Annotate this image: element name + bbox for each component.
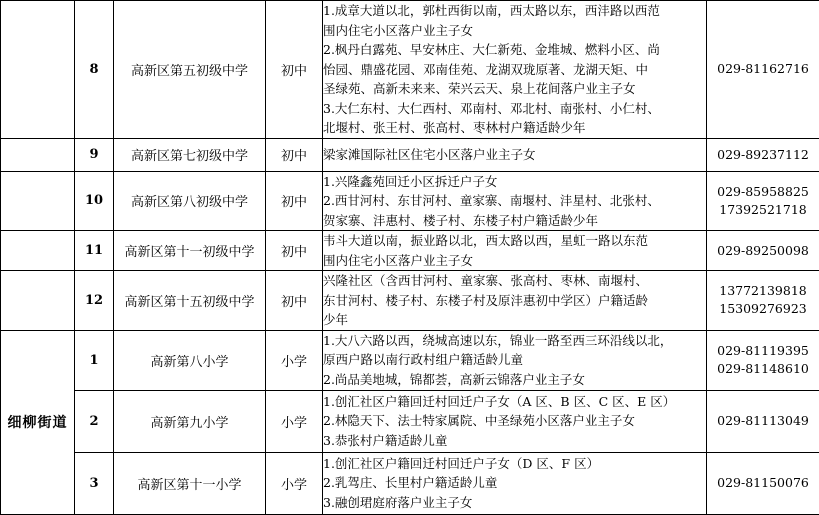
phone-number: 029-81113049	[707, 412, 819, 430]
enrollment-scope-cell	[323, 390, 707, 452]
number-cell: 10	[75, 171, 114, 231]
scope-line: 2.林隐天下、法士特家属院、中圣绿苑小区落户业主子女	[323, 411, 706, 431]
district-cell	[1, 171, 75, 231]
table-row	[1, 390, 819, 452]
scope-line: 圣绿苑、高新未来来、荣兴云天、泉上花间落户业主子女	[323, 79, 706, 99]
enrollment-scope-cell	[323, 138, 707, 171]
scope-line: 2.尚品美地城，锦都荟，高新云锦落户业主子女	[323, 370, 706, 390]
school-stage-cell: 初中	[266, 171, 323, 231]
enrollment-scope-cell	[323, 330, 707, 390]
phone-number: 029-81148610	[707, 360, 819, 378]
scope-line: 围内住宅小区落户业主子女	[323, 21, 706, 41]
phone-number: 15309276923	[707, 300, 819, 318]
phone-number: 029-81150076	[707, 474, 819, 492]
phone-cell	[707, 1, 819, 139]
scope-line: 1.成章大道以北，郭杜西街以南，西太路以东，西沣路以西范	[323, 1, 706, 21]
scope-line: 1.大八六路以西，绕城高速以东，锦业一路至西三环沿线以北，	[323, 331, 706, 351]
enrollment-scope-cell	[323, 231, 707, 271]
phone-number: 029-85958825	[707, 183, 819, 201]
scope-line: 1.创汇社区户籍回迁村回迁户子女（A 区、B 区、C 区、E 区）	[323, 392, 706, 412]
scope-line: 3.融创珺庭府落户业主子女	[323, 493, 706, 513]
scope-line: 贺家寨、沣惠村、楼子村、东楼子村户籍适龄少年	[323, 211, 706, 231]
scope-line: 2.乳驾庄、长里村户籍适龄儿童	[323, 473, 706, 493]
district-cell	[1, 138, 75, 171]
phone-cell	[707, 390, 819, 452]
school-stage-cell: 初中	[266, 231, 323, 271]
table-row	[1, 171, 819, 231]
table-row	[1, 330, 819, 390]
school-name-cell: 高新区第十五初级中学	[114, 271, 266, 331]
scope-line: 1.创汇社区户籍回迁村回迁户子女（D 区、F 区）	[323, 454, 706, 474]
table-row	[1, 231, 819, 271]
phone-number: 13772139818	[707, 282, 819, 300]
school-stage-cell: 初中	[266, 1, 323, 139]
phone-cell	[707, 138, 819, 171]
phone-number: 17392521718	[707, 201, 819, 219]
enrollment-scope-cell	[323, 452, 707, 514]
scope-line: 东甘河村、楼子村、东楼子村及原沣惠初中学区）户籍适龄	[323, 291, 706, 311]
phone-cell	[707, 330, 819, 390]
number-cell: 2	[75, 390, 114, 452]
scope-line: 3.大仁东村、大仁西村、邓南村、邓北村、南张村、小仁村、	[323, 99, 706, 119]
school-name-cell: 高新区第八初级中学	[114, 171, 266, 231]
school-stage-cell: 初中	[266, 138, 323, 171]
phone-number: 029-81162716	[707, 60, 819, 78]
school-name-cell: 高新区第七初级中学	[114, 138, 266, 171]
table-row	[1, 138, 819, 171]
school-name-cell: 高新第九小学	[114, 390, 266, 452]
scope-line: 兴隆社区（含西甘河村、童家寨、张高村、枣林、南堰村、	[323, 271, 706, 291]
number-cell: 3	[75, 452, 114, 514]
phone-number: 029-89237112	[707, 146, 819, 164]
enrollment-scope-cell	[323, 171, 707, 231]
number-cell: 12	[75, 271, 114, 331]
school-stage-cell: 初中	[266, 271, 323, 331]
number-cell: 11	[75, 231, 114, 271]
scope-line: 1.兴隆鑫苑回迁小区拆迁户子女	[323, 172, 706, 192]
scope-line: 梁家滩国际社区住宅小区落户业主子女	[323, 145, 706, 165]
phone-cell	[707, 271, 819, 331]
school-stage-cell: 小学	[266, 390, 323, 452]
district-cell	[1, 271, 75, 331]
scope-line: 2.枫丹白露苑、早安林庄、大仁新苑、金堆城、燃料小区、尚	[323, 40, 706, 60]
number-cell: 9	[75, 138, 114, 171]
table-row	[1, 271, 819, 331]
scope-line: 怡园、鼎盛花园、邓南佳苑、龙湖双珑原著、龙湖天矩、中	[323, 60, 706, 80]
number-cell: 1	[75, 330, 114, 390]
phone-cell	[707, 171, 819, 231]
scope-line: 原西户路以南行政村组户籍适龄儿童	[323, 350, 706, 370]
school-stage-cell: 小学	[266, 452, 323, 514]
phone-cell	[707, 231, 819, 271]
scope-line: 围内住宅小区落户业主子女	[323, 251, 706, 271]
phone-number: 029-81119395	[707, 342, 819, 360]
table-row	[1, 1, 819, 139]
number-cell: 8	[75, 1, 114, 139]
enrollment-scope-cell	[323, 271, 707, 331]
district-cell	[1, 1, 75, 139]
school-name-cell: 高新区第十一小学	[114, 452, 266, 514]
phone-cell	[707, 452, 819, 514]
school-name-cell: 高新区第十一初级中学	[114, 231, 266, 271]
district-cell	[1, 231, 75, 271]
enrollment-scope-cell	[323, 1, 707, 139]
school-name-cell: 高新区第五初级中学	[114, 1, 266, 139]
scope-line: 2.西甘河村、东甘河村、童家寨、南堰村、沣星村、北张村、	[323, 191, 706, 211]
phone-number: 029-89250098	[707, 242, 819, 260]
district-cell: 细柳街道	[1, 330, 75, 514]
school-name-cell: 高新第八小学	[114, 330, 266, 390]
scope-line: 北堰村、张王村、张高村、枣林村户籍适龄少年	[323, 118, 706, 138]
school-stage-cell: 小学	[266, 330, 323, 390]
scope-line: 少年	[323, 310, 706, 330]
table-row	[1, 452, 819, 514]
scope-line: 3.恭张村户籍适龄儿童	[323, 431, 706, 451]
scope-line: 韦斗大道以南，振业路以北，西太路以西，星虹一路以东范	[323, 231, 706, 251]
